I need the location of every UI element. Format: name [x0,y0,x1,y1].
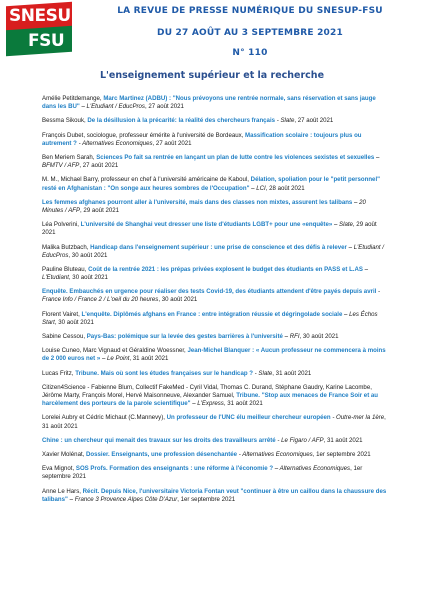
article-item [42,221,387,237]
article-item [42,199,387,215]
article-item [42,384,387,408]
article-date: , 30 août 2021 [54,318,94,326]
article-author: Lucas Fritz, [42,369,76,377]
article-author: Eva Mignot, [42,465,76,473]
article-item [42,347,387,363]
article-date: , 1er septembre 2021 [42,465,363,481]
article-item [42,176,387,192]
article-source: - Slate [275,117,295,125]
article-source: - Le Figaro / AFP [275,436,324,444]
article-source: – RFI [282,333,300,341]
article-date: , 31 août 2021 [42,414,386,430]
article-date: , 31 août 2021 [223,400,263,408]
article-author: Citizen4Science - Fabienne Blum, Collectif FakeMed - Cyril Vidal, Thomas C. Durand, Stéphane Gaudry, Karine Lacombe, Jérôme Marty, François Morel, Hervé Maisonneuve, Alexander Samuel, [42,383,372,400]
article-source: – L'Express [190,400,224,408]
article-source: – 20 Minutes / AFP [42,198,366,214]
article-author: Louise Cuneo, Marc Vignaud et Géraldine Woessner, [42,347,188,355]
article-date: , 28 août 2021 [265,184,305,192]
article-title-link[interactable]: L'université de Shanghai veut dresser une liste d'étudiants LGBT+ pour une «enquête» [80,221,333,229]
article-item [42,451,387,459]
article-source: - France Info / France 2 / L'oeil du 20 heures [42,288,381,304]
article-title-link[interactable]: Tribune. "Stop aux menaces de France Soir et au harcèlement des porteurs de la parole scientifique" [42,392,379,408]
article-item [42,333,387,341]
article-item [42,154,387,170]
article-source: - Alternatives Economiques [237,451,313,459]
article-item [42,488,387,504]
article-author: Malika Butzbach, [42,243,91,251]
article-source: – BFMTV / AFP [42,154,380,170]
article-source: – Les Échos Start [42,310,378,326]
article-title-link[interactable]: Jean-Michel Blanquer : « Aucun professeur ne commencera à moins de 2 000 euros net » [42,347,386,363]
article-source: – Le Point [100,355,130,363]
article-author: Amélie Petitdemange, [42,95,104,102]
article-author: François Dubet, sociologue, professeur émérite à l'université de Bordeaux, [42,131,246,139]
article-date: , 1er septembre 2021 [312,451,371,459]
article-date: , 1er septembre 2021 [177,495,236,503]
article-date: , 31 août 2021 [323,436,363,444]
article-title-link[interactable]: L'enquête. Diplômés afghans en France : entre intégration réussie et dégringolade sociale [81,310,343,318]
logo-text-bottom: FSU [28,31,65,51]
article-title-link[interactable]: Un professeur de l'UNC élu meilleur chercheur européen [166,414,331,422]
article-source: – L'Etudiant / EducPros [42,243,384,259]
article-item [42,437,387,445]
article-source: – L'Etudiant / EducPros [79,103,145,111]
article-item [42,370,387,378]
article-item [42,117,387,125]
review-dates: DU 27 AOÛT AU 3 SEPTEMBRE 2021 [157,28,343,38]
article-item [42,311,387,327]
article-title-link[interactable]: Récit. Depuis Nice, l'universitaire Victoria Fontan veut "continuer à être un caillou dans la chaussure des talibans" [42,487,387,503]
article-title-link[interactable]: Chine : un chercheur qui menait des travaux sur les droits des travailleurs arrêté [42,436,276,444]
article-item [42,244,387,260]
article-date: , 27 août 2021 [79,162,119,170]
article-title-link[interactable]: Tribune. Mais où sont les études françaises sur le handicap ? [75,369,253,377]
article-source: - Alternatives Economiques [76,139,153,147]
article-title-link[interactable]: Handicap dans l'enseignement supérieur : une prise de conscience et des défis à relever [90,243,347,251]
article-date: , 27 août 2021 [152,139,192,147]
article-item [42,288,387,304]
article-author: Florent Vairet, [42,310,82,318]
article-author: Léa Polverini, [42,221,81,229]
article-title-link[interactable]: Marc Martinez (ADBU) : "Nous prévoyons une rentrée normale, sans réservation et sans jauge dans les BU" [42,95,376,111]
article-date: , 30 août 2021 [158,296,198,304]
article-author: Bessma Sikouk, [42,117,88,125]
article-title-link[interactable]: Coût de la rentrée 2021 : les prépas privées explosent le budget des étudiants en PASS et L.AS [88,265,363,273]
article-title-link[interactable]: Sciences Po fait sa rentrée en lançant un plan de lutte contre les violences sexistes et sexuelles [96,154,375,162]
article-author: Xavier Molénat, [42,451,87,459]
article-author: Pauline Bluteau, [42,265,89,273]
article-title-link[interactable]: SOS Profs. Formation des enseignants : une réforme à l'économie ? [75,465,274,473]
review-title: LA REVUE DE PRESSE NUMÉRIQUE DU SNESUP-FSU [117,6,383,16]
article-date: , 27 août 2021 [144,103,184,111]
article-date: , 31 août 2021 [272,369,312,377]
article-source: – LCI [249,184,266,192]
article-item [42,132,387,148]
article-title-link[interactable]: Délation, spoliation pour le "petit personnel" resté en Afghanistan : "On songe aux heures sombres de l'Occupation" [42,176,381,192]
article-author: Lorelei Aubry et Cédric Michaut (C.Mannevy), [42,414,167,422]
article-item [42,414,387,430]
article-title-link[interactable]: Pays-Bas: polémique sur la levée des gestes barrières à l'université [86,333,283,341]
issue-number: N° 110 [232,48,268,58]
article-title-link[interactable]: De la désillusion à la précarité: la réalité des chercheurs français [87,117,276,125]
article-author: M. M., Michael Barry, professeur en chef à l'université américaine de Kaboul, [42,176,251,184]
article-date: , 30 août 2021 [68,274,108,281]
article-source: - Slate [252,369,273,377]
article-date: , 30 août 2021 [299,333,339,341]
article-source: – Alternatives Economiques [273,465,351,473]
article-title-link[interactable]: Les femmes afghanes pourront aller à l'université, mais dans des classes non mixtes, assurent les talibans [42,198,353,206]
logo-text-top: SNESUP [9,6,83,26]
article-date: , 27 août 2021 [294,117,334,125]
article-date: , 31 août 2021 [129,355,169,363]
article-author: Ben Meriem Sarah, [42,154,97,162]
article-item [42,266,387,282]
article-list [42,95,387,510]
article-author: Sabine Cessou, [42,333,87,341]
article-source: - Outre-mer la 1ère [330,414,385,422]
article-title-link[interactable]: Enquête. Embauchés en urgence pour réaliser des tests Covid-19, des étudiants attendent d'être payés depuis avril [42,288,377,296]
snesup-logo [6,4,83,56]
article-author: Anne Le Hars, [42,487,83,495]
article-source: – France 3 Provence Alpes Côte D'Azur [67,495,178,503]
article-source: – L'Etudiant [42,265,369,281]
article-item [42,95,387,111]
article-date: , 30 août 2021 [68,251,108,259]
article-title-link[interactable]: Dossier. Enseignants, une profession désenchantée [86,451,238,459]
article-item [42,465,387,481]
article-date: , 29 août 2021 [42,221,377,237]
section-title: L'enseignement supérieur et la recherche [99,70,325,81]
article-title-link[interactable]: Massification scolaire : toujours plus ou autrement ? [42,131,362,147]
article-source: – Slate [332,221,353,229]
article-date: , 29 août 2021 [80,206,120,214]
